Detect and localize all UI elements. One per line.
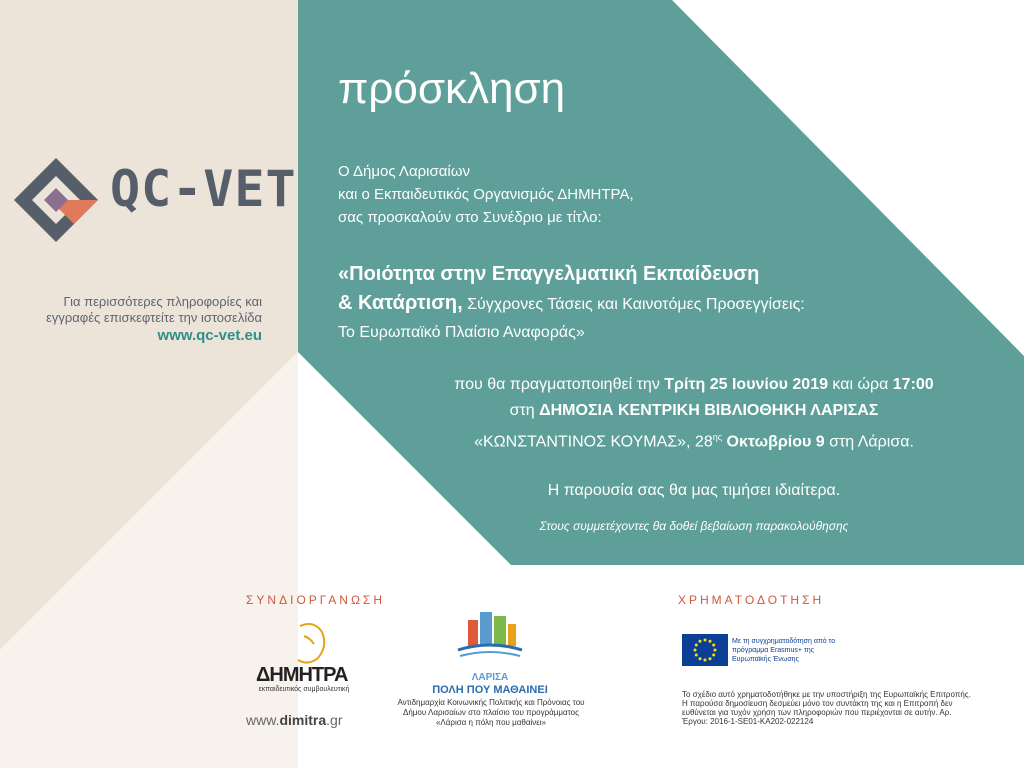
open-quote: « [338, 263, 350, 285]
dimitra-logo-text: ΔΗΜΗΤΡΑ [256, 664, 348, 686]
intro-line-3: σας προσκαλούν στο Συνέδριο με τίτλο: [338, 209, 602, 226]
venue-street: Οκτωβρίου 9 [722, 433, 825, 451]
dimitra-url-name: dimitra [279, 712, 327, 728]
close-quote: » [575, 324, 585, 341]
funding-label: ΧΡΗΜΑΤΟΔΟΤΗΣΗ [678, 593, 825, 607]
info-text: Για περισσότερες πληροφορίες και εγγραφές επισκεφτείτε την ιστοσελίδα [46, 294, 262, 325]
details-text-b: και ώρα [827, 376, 893, 393]
eu-flag-icon [682, 634, 728, 666]
event-venue: ΔΗΜΟΣΙΑ ΚΕΝΤΡΙΚΗ ΒΙΒΛΙΟΘΗΚΗ ΛΑΡΙΣΑΣ [539, 402, 879, 419]
intro-line-1: Ο Δήμος Λαρισαίων [338, 163, 470, 180]
conf-subtitle-line-3: Το Ευρωπαϊκό Πλαίσιο Αναφοράς [338, 324, 576, 341]
venue-superscript: ης [712, 432, 723, 442]
dimitra-url-suffix: .gr [326, 712, 343, 728]
qc-vet-logo-text: QC-VET [110, 160, 297, 218]
website-info [20, 294, 262, 344]
conf-title-line-2: & Κατάρτιση, [338, 292, 463, 314]
honor-text: Η παρουσία σας θα μας τιμήσει ιδιαίτερα. [547, 482, 841, 499]
dimitra-logo-mark [298, 624, 324, 663]
dimitra-logo-subtitle: εκπαιδευτικός συμβουλευτική [258, 686, 350, 693]
website-link[interactable]: www.qc-vet.eu [157, 327, 262, 344]
certificate-note: Στους συμμετέχοντες θα δοθεί βεβαίωση παρακολούθησης [539, 519, 849, 533]
conf-subtitle-line-2: Σύγχρονες Τάσεις και Καινοτόμες Προσεγγίσεις: [462, 296, 805, 313]
larisa-logo-tagline: ΠΟΛΗ ΠΟΥ ΜΑΘΑΙΝΕΙ [432, 684, 548, 696]
erasmus-cofunding-text: Με τη συγχρηματοδότηση από το πρόγραμμα Erasmus+ της Ευρωπαϊκής Ένωσης [732, 638, 836, 663]
event-time: 17:00 [892, 376, 934, 393]
event-details [398, 372, 990, 455]
funding-disclaimer: Το σχέδιο αυτό χρηματοδοτήθηκε με την υποστήριξη της Ευρωπαϊκής Επιτροπής. Η παρούσα δημοσίευση δεσμεύει μόνο τον συντάκτη της και η Επιτροπή δεν ευθύνεται για τυχόν χρήση των πληροφοριών που περιέχονται σε αυτήν. Αρ. Έργου: 2016-1-SE01-KA202-022124 [682, 690, 971, 726]
eu-stars-icon [682, 634, 728, 666]
conference-title [338, 259, 805, 347]
event-date: Τρίτη 25 Ιουνίου 2019 [664, 376, 828, 393]
venue-city: στη Λάρισα. [824, 433, 914, 451]
dimitra-website-link[interactable] [246, 712, 342, 728]
details-text-a: που θα πραγματοποιηθεί την [454, 376, 665, 393]
co-organization-label: ΣΥΝΔΙΟΡΓΑΝΩΣΗ [246, 593, 386, 607]
invitation-title: πρόσκληση [338, 64, 566, 113]
intro-line-2: και ο Εκπαιδευτικός Οργανισμός ΔΗΜΗΤΡΑ, [338, 186, 634, 203]
dimitra-url-prefix: www. [246, 712, 280, 728]
larisa-logo-name: ΛΑΡΙΣΑ [471, 672, 509, 683]
larisa-description: Αντιδημαρχία Κοινωνικής Πολιτικής και Πρόνοιας του Δήμου Λαρισαίων στο πλαίσιο του προγράμματος «Λάρισα η πόλη που μαθαίνει» [397, 698, 585, 727]
conf-title-line-1: Ποιότητα στην Επαγγελματική Εκπαίδευση [349, 263, 760, 285]
details-text-c: στη [509, 402, 540, 419]
larisa-logo-mark [458, 612, 522, 656]
venue-name: «ΚΩΝΣΤΑΝΤΙΝΟΣ ΚΟΥΜΑΣ», 28 [474, 433, 713, 451]
invitation-intro [338, 160, 634, 229]
